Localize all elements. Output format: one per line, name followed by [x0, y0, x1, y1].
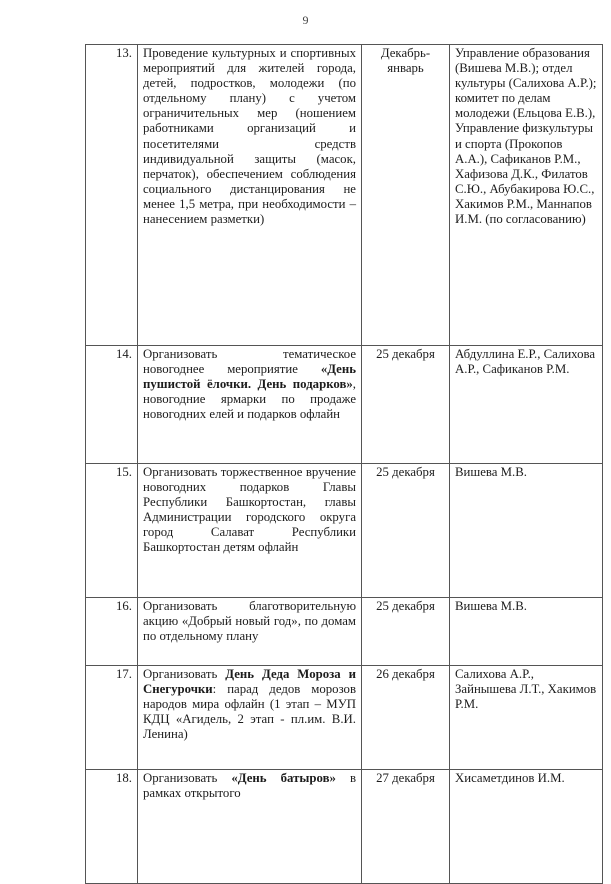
event-title-bold: «День батыров»	[231, 771, 336, 785]
row-number: 15.	[86, 464, 138, 598]
row-number: 14.	[86, 346, 138, 464]
table-row	[86, 598, 603, 666]
responsible-persons: Вишева М.В.	[450, 598, 603, 666]
event-description	[138, 346, 362, 464]
responsible-persons: Вишева М.В.	[450, 464, 603, 598]
table-row	[86, 770, 603, 884]
table-row	[86, 666, 603, 770]
event-title-bold: День Деда Мороза и Снегурочки	[143, 667, 356, 697]
event-text: Организовать тематическое новогоднее мероприятие	[143, 347, 356, 377]
events-table	[85, 44, 603, 884]
event-date: 26 декабря	[362, 666, 450, 770]
table-row	[86, 45, 603, 346]
row-number: 16.	[86, 598, 138, 666]
table-row	[86, 464, 603, 598]
page-number: 9	[302, 13, 309, 27]
event-date: 27 декабря	[362, 770, 450, 884]
event-date: 25 декабря	[362, 598, 450, 666]
event-text: : парад дедов морозов народов мира офлайн (1 этап – МУП КДЦ «Агидель, 2 этап - пл.им. В.И. Ленина)	[143, 682, 356, 742]
event-description	[138, 666, 362, 770]
event-text: в рамках открытого	[143, 771, 356, 801]
event-description: Организовать торжественное вручение новогодних подарков Главы Республики Башкортостан, главы Администрации городского округа город Салават Республики Башкортостан детям офлайн	[138, 464, 362, 598]
event-description: Проведение культурных и спортивных мероприятий для жителей города, детей, подростков, молодежи (по отдельному плану) с учетом ограничительных мер (ношением работниками организаций и посетителями средств индивидуальной защиты (масок, перчаток), обеспечением соблюдения социального дистанцирования не менее 1,5 метра, при необходимости – нанесением разметки)	[138, 45, 362, 346]
responsible-persons: Салихова А.Р., Зайнышева Л.Т., Хакимов Р.М.	[450, 666, 603, 770]
row-number: 17.	[86, 666, 138, 770]
table-row	[86, 346, 603, 464]
event-text: , новогодние ярмарки по продаже новогодних елей и подарков офлайн	[143, 377, 356, 422]
event-text: Организовать	[143, 667, 226, 681]
event-date: 25 декабря	[362, 346, 450, 464]
responsible-persons: Управление образования (Вишева М.В.); отдел культуры (Салихова А.Р.); комитет по делам молодежи (Ельцова Е.В.), Управление физкультуры и спорта (Прокопов А.А.), Сафиканов Р.М., Хафизова Д.К., Филатов С.Ю., Абубакирова Ю.С., Хакимов Р.М., Маннапов И.М. (по согласованию)	[450, 45, 603, 346]
responsible-persons: Хисаметдинов И.М.	[450, 770, 603, 884]
row-number: 13.	[86, 45, 138, 346]
responsible-persons: Абдуллина Е.Р., Салихова А.Р., Сафиканов Р.М.	[450, 346, 603, 464]
event-date: Декабрь-январь	[362, 45, 450, 346]
event-description: Организовать благотворительную акцию «Добрый новый год», по домам по отдельному плану	[138, 598, 362, 666]
row-number: 18.	[86, 770, 138, 884]
event-description	[138, 770, 362, 884]
event-title-bold: «День пушистой ёлочки. День подарков»	[143, 362, 356, 392]
event-date: 25 декабря	[362, 464, 450, 598]
event-text: Организовать	[143, 771, 232, 785]
